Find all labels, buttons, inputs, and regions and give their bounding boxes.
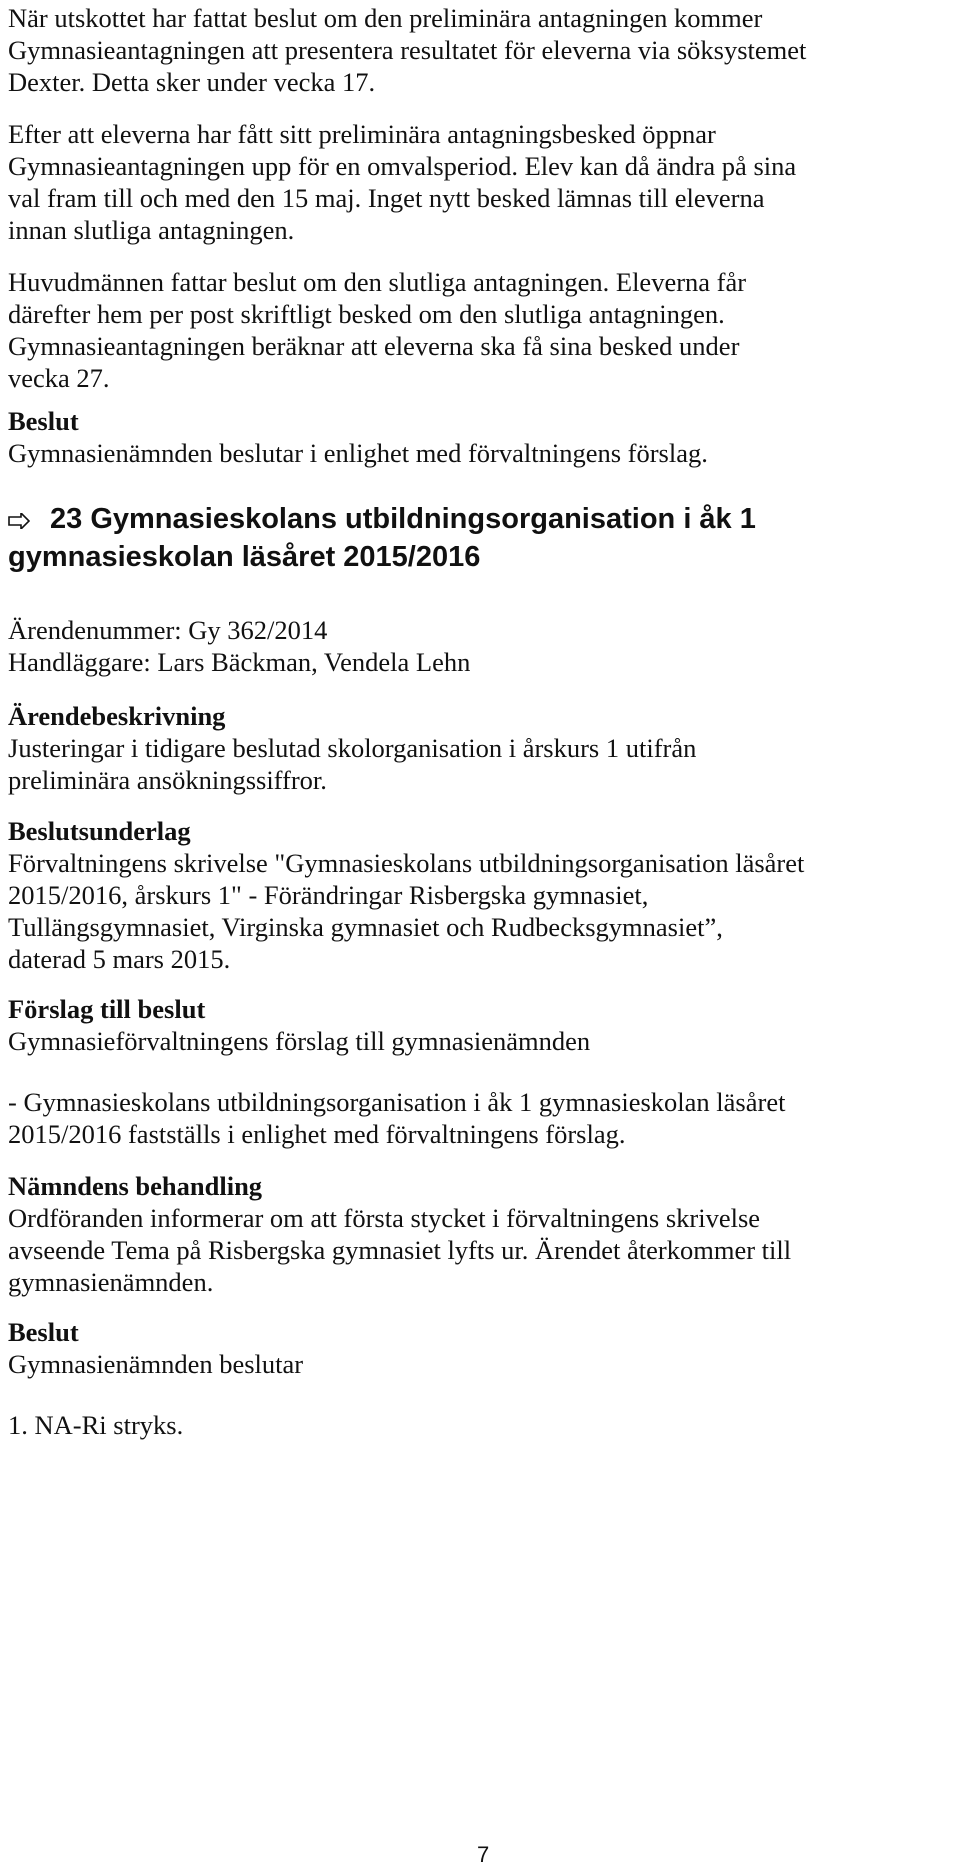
intro-p2-line-4: innan slutliga antagningen.: [8, 215, 295, 245]
forslag-heading: Förslag till beslut: [8, 994, 206, 1024]
intro-p3-line-1: Huvudmännen fattar beslut om den slutliga antagningen. Eleverna får: [8, 267, 747, 297]
item-heading-text-1: 23 Gymnasieskolans utbildningsorganisation i åk 1: [50, 503, 756, 535]
behandling-heading: Nämndens behandling: [8, 1171, 263, 1201]
intro-p3-line-4: vecka 27.: [8, 363, 110, 393]
intro-p3-line-2: därefter hem per post skriftligt besked om den slutliga antagningen.: [8, 299, 725, 329]
underlag-heading: Beslutsunderlag: [8, 816, 191, 846]
item-beslut-heading: Beslut: [8, 1317, 79, 1347]
page-number: 7: [477, 1842, 490, 1867]
behandling-line-2: avseende Tema på Risbergska gymnasiet lyfts ur. Ärendet återkommer till: [8, 1235, 792, 1265]
intro-p1-line-1: När utskottet har fattat beslut om den preliminära antagningen kommer: [8, 3, 763, 33]
handlaggare: Handläggare: Lars Bäckman, Vendela Lehn: [8, 647, 471, 677]
behandling-line-3: gymnasienämnden.: [8, 1267, 214, 1297]
behandling-line-1: Ordföranden informerar om att första stycket i förvaltningens skrivelse: [8, 1203, 761, 1233]
underlag-line-1: Förvaltningens skrivelse "Gymnasieskolans utbildningsorganisation läsåret: [8, 848, 805, 878]
intro-beslut-heading: Beslut: [8, 406, 79, 436]
forslag-intro: Gymnasieförvaltningens förslag till gymnasienämnden: [8, 1026, 591, 1056]
intro-p2-line-3: val fram till och med den 15 maj. Inget nytt besked lämnas till eleverna: [8, 183, 765, 213]
intro-p3-line-3: Gymnasieantagningen beräknar att eleverna ska få sina besked under: [8, 331, 740, 361]
intro-p1-line-2: Gymnasieantagningen att presentera resultatet för eleverna via söksystemet: [8, 35, 807, 65]
intro-p1-line-3: Dexter. Detta sker under vecka 17.: [8, 67, 376, 97]
beskrivning-line-2: preliminära ansökningssiffror.: [8, 765, 327, 795]
item-heading-line-1: [8, 500, 756, 538]
intro-p2-line-2: Gymnasieantagningen upp för en omvalsperiod. Elev kan då ändra på sina: [8, 151, 797, 181]
underlag-line-2: 2015/2016, årskurs 1" - Förändringar Risbergska gymnasiet,: [8, 880, 649, 910]
beskrivning-heading: Ärendebeskrivning: [8, 701, 226, 731]
underlag-line-3: Tullängsgymnasiet, Virginska gymnasiet och Rudbecksgymnasiet”,: [8, 912, 723, 942]
underlag-line-4: daterad 5 mars 2015.: [8, 944, 231, 974]
item-heading-line-2: gymnasieskolan läsåret 2015/2016: [8, 541, 481, 573]
arrow-bullet-icon: [8, 513, 30, 529]
forslag-line-2: 2015/2016 fastställs i enlighet med förvaltningens förslag.: [8, 1119, 626, 1149]
item-beslut-text: Gymnasienämnden beslutar: [8, 1349, 304, 1379]
intro-p2-line-1: Efter att eleverna har fått sitt preliminära antagningsbesked öppnar: [8, 119, 716, 149]
arendenummer: Ärendenummer: Gy 362/2014: [8, 615, 328, 645]
beskrivning-line-1: Justeringar i tidigare beslutad skolorganisation i årskurs 1 utifrån: [8, 733, 697, 763]
intro-beslut-text: Gymnasienämnden beslutar i enlighet med förvaltningens förslag.: [8, 438, 708, 468]
forslag-line-1: - Gymnasieskolans utbildningsorganisation i åk 1 gymnasieskolan läsåret: [8, 1087, 786, 1117]
beslut-point-1: 1. NA-Ri stryks.: [8, 1410, 184, 1440]
